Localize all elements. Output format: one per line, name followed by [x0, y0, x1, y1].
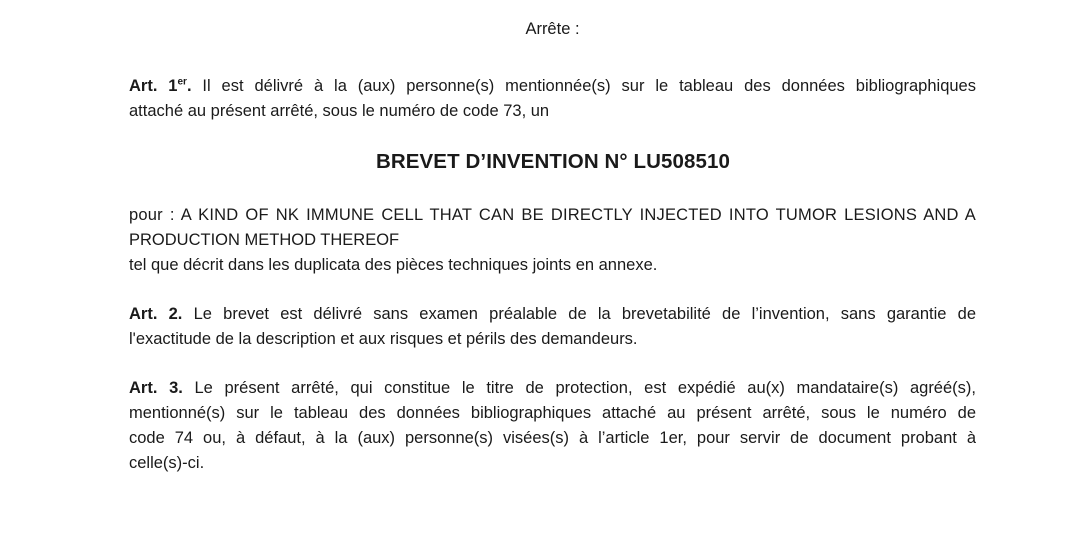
article-1-line-2: attaché au présent arrêté, sous le numéro de code 73, un	[129, 102, 550, 120]
article-3-line-3: code 74 ou, à défaut, à la (aux) personne(s) visées(s) à l’article 1er, pour servir de document probant à	[129, 429, 976, 447]
article-1-label-sup: er	[177, 76, 187, 88]
article-3-line-1	[129, 376, 976, 401]
article-2-label: Art. 2.	[129, 305, 183, 323]
arrete-heading: Arrête :	[525, 20, 580, 38]
invention-description	[129, 203, 976, 278]
article-3	[129, 376, 976, 476]
article-3-line-2: mentionné(s) sur le tableau des données bibliographiques attaché au présent arrêté, sous le numéro de	[129, 404, 976, 422]
article-3-line-4: celle(s)-ci.	[129, 454, 205, 472]
article-1-label: Art. 1er.	[129, 76, 192, 95]
invention-line-2: PRODUCTION METHOD THEREOF	[129, 231, 400, 249]
article-1-line-1	[129, 74, 976, 99]
article-2	[129, 302, 976, 352]
invention-line-1: pour : A KIND OF NK IMMUNE CELL THAT CAN BE DIRECTLY INJECTED INTO TUMOR LESIONS AND A	[129, 206, 976, 224]
article-1-text-1: Il est délivré à la (aux) personne(s) mentionnée(s) sur le tableau des données bibliographiques	[202, 77, 976, 95]
article-3-text-1: Le présent arrêté, qui constitue le titre de protection, est expédié au(x) mandataire(s) agréé(s),	[194, 379, 976, 397]
brevet-title: BREVET D’INVENTION N° LU508510	[375, 150, 731, 173]
invention-line-3: tel que décrit dans les duplicata des pièces techniques joints en annexe.	[129, 256, 658, 274]
article-1	[129, 74, 976, 124]
article-2-line-1	[129, 302, 976, 327]
article-2-text-1: Le brevet est délivré sans examen préalable de la brevetabilité de l’invention, sans garantie de	[193, 305, 976, 323]
article-3-label: Art. 3.	[129, 379, 183, 397]
article-2-line-2: l'exactitude de la description et aux risques et périls des demandeurs.	[129, 330, 638, 348]
